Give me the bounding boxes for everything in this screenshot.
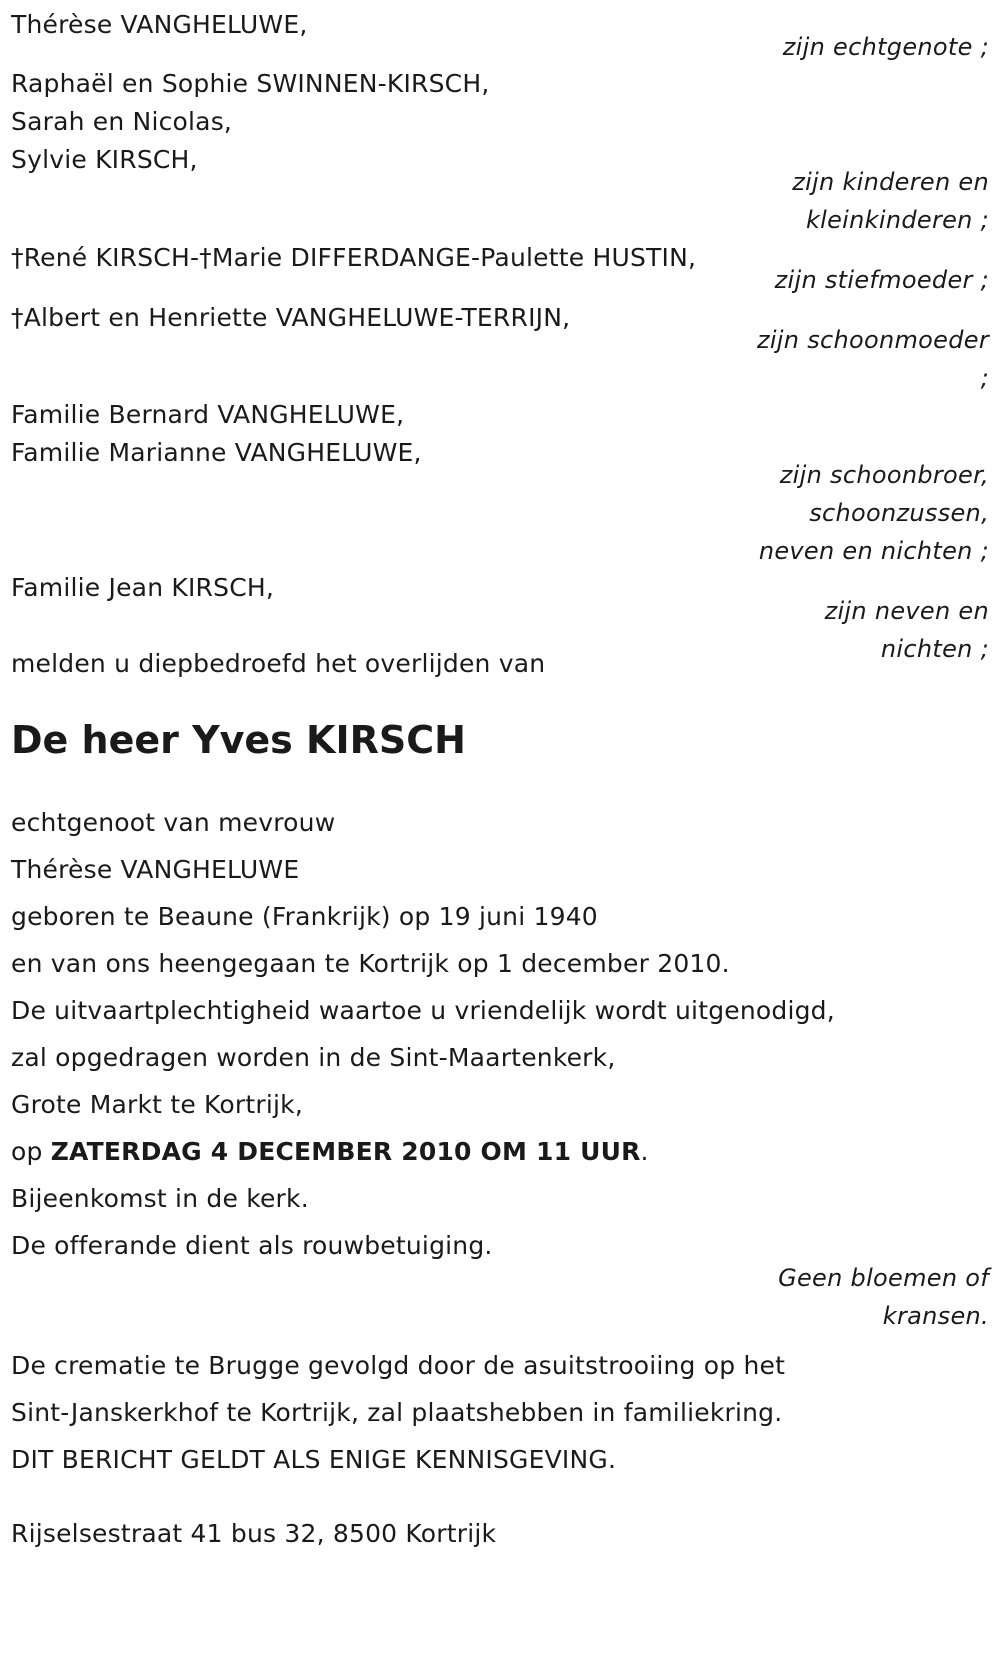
child-name: Sarah en Nicolas, bbox=[11, 107, 233, 136]
children-relation: kleinkinderen ; bbox=[805, 206, 989, 234]
detail-line: echtgenoot van mevrouw bbox=[11, 808, 336, 837]
mother-in-law-relation: ; bbox=[980, 364, 989, 392]
spouse-name: Thérèse VANGHELUWE, bbox=[11, 10, 308, 39]
detail-line: zal opgedragen worden in de Sint-Maartenkerk, bbox=[11, 1043, 616, 1072]
no-flowers-note: Geen bloemen of bbox=[778, 1264, 989, 1292]
in-law-family: Familie Marianne VANGHELUWE, bbox=[11, 438, 422, 467]
closing-line: De crematie te Brugge gevolgd door de asuitstrooiing op het bbox=[11, 1351, 786, 1380]
in-laws-relation: schoonzussen, bbox=[809, 499, 989, 527]
in-law-family: Familie Bernard VANGHELUWE, bbox=[11, 400, 405, 429]
stepmother-relation: zijn stiefmoeder ; bbox=[774, 266, 989, 294]
cousins-relation: nichten ; bbox=[880, 635, 989, 663]
child-name: Raphaël en Sophie SWINNEN-KIRSCH, bbox=[11, 69, 490, 98]
detail-line: De offerande dient als rouwbetuiging. bbox=[11, 1231, 493, 1260]
cousins-relation: zijn neven en bbox=[824, 597, 989, 625]
detail-line: De uitvaartplechtigheid waartoe u vriendelijk wordt uitgenodigd, bbox=[11, 996, 835, 1025]
detail-line: en van ons heengegaan te Kortrijk op 1 december 2010. bbox=[11, 949, 730, 978]
mother-in-law-relation: zijn schoonmoeder bbox=[756, 326, 989, 354]
in-laws-relation: neven en nichten ; bbox=[758, 537, 989, 565]
detail-line: Thérèse VANGHELUWE bbox=[11, 855, 300, 884]
funeral-date: ZATERDAG 4 DECEMBER 2010 OM 11 UUR bbox=[50, 1137, 641, 1166]
closing-line: Sint-Janskerkhof te Kortrijk, zal plaatshebben in familiekring. bbox=[11, 1398, 783, 1427]
funeral-date-prefix: op bbox=[11, 1137, 51, 1166]
no-flowers-note: kransen. bbox=[882, 1302, 989, 1330]
children-relation: zijn kinderen en bbox=[792, 168, 989, 196]
detail-line: Grote Markt te Kortrijk, bbox=[11, 1090, 303, 1119]
funeral-date-suffix: . bbox=[640, 1137, 649, 1166]
detail-line: geboren te Beaune (Frankrijk) op 19 juni 1940 bbox=[11, 902, 598, 931]
deceased-name: De heer Yves KIRSCH bbox=[11, 718, 466, 762]
spouse-relation: zijn echtgenote ; bbox=[782, 33, 989, 61]
detail-line: Bijeenkomst in de kerk. bbox=[11, 1184, 309, 1213]
cousins-family: Familie Jean KIRSCH, bbox=[11, 573, 274, 602]
funeral-date-line bbox=[11, 1137, 649, 1167]
stepmother-names: †René KIRSCH-†Marie DIFFERDANGE-Paulette HUSTIN, bbox=[11, 243, 697, 272]
in-laws-relation: zijn schoonbroer, bbox=[779, 461, 989, 489]
announcement-text: melden u diepbedroefd het overlijden van bbox=[11, 649, 546, 678]
address: Rijselsestraat 41 bus 32, 8500 Kortrijk bbox=[11, 1519, 497, 1548]
closing-line: DIT BERICHT GELDT ALS ENIGE KENNISGEVING. bbox=[11, 1445, 617, 1474]
mother-in-law-names: †Albert en Henriette VANGHELUWE-TERRIJN, bbox=[11, 303, 571, 332]
child-name: Sylvie KIRSCH, bbox=[11, 145, 198, 174]
